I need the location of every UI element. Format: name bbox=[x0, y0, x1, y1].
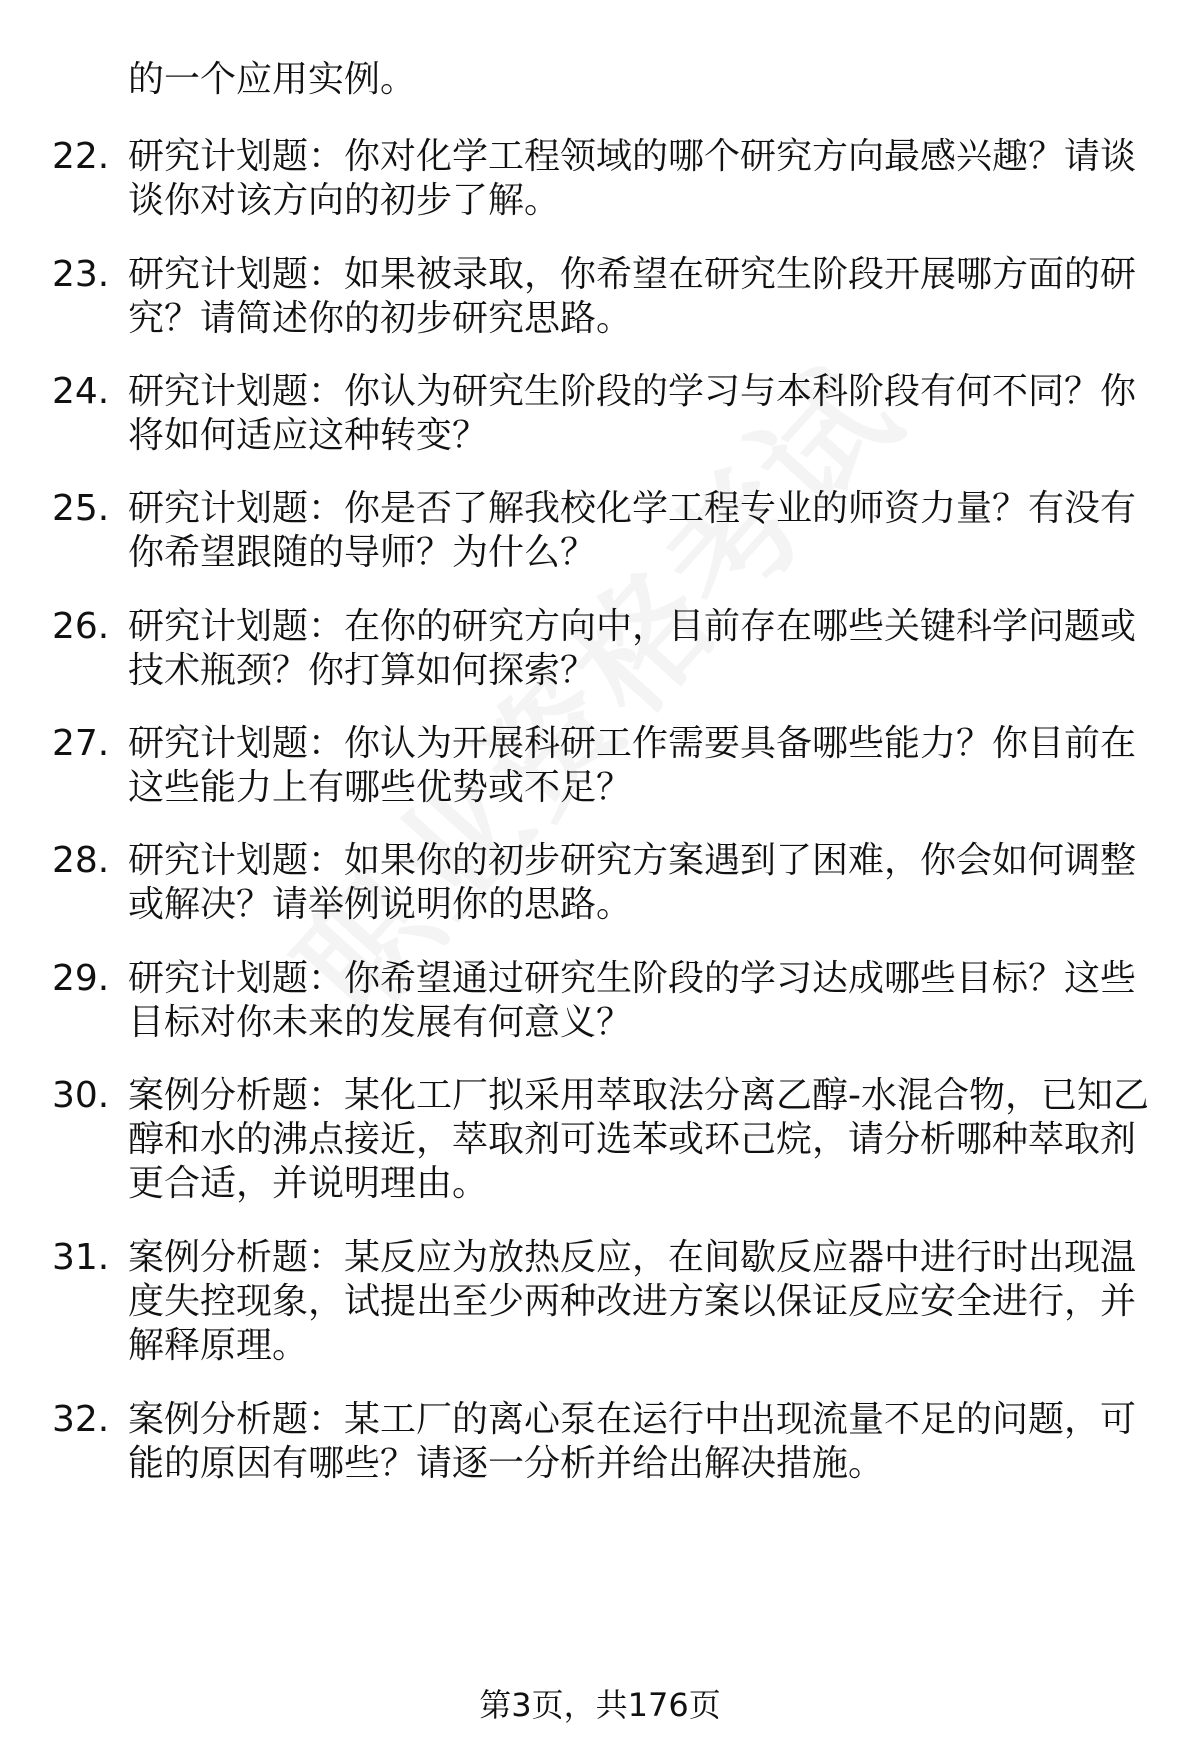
question-number: 25. bbox=[52, 488, 110, 529]
question-text: 研究计划题：在你的研究方向中，目前存在哪些关键科学问题或 技术瓶颈？你打算如何探索？ bbox=[128, 606, 1137, 691]
question-number: 24. bbox=[52, 371, 110, 412]
question-text: 研究计划题：如果你的初步研究方案遇到了困难，你会如何调整 或解决？请举例说明你的思路。 bbox=[128, 840, 1137, 925]
question-number: 28. bbox=[52, 840, 110, 881]
question-number: 23. bbox=[52, 254, 110, 295]
question-number: 31. bbox=[52, 1237, 110, 1278]
question-text: 案例分析题：某反应为放热反应，在间歇反应器中进行时出现温 度失控现象，试提出至少两种改进方案以保证反应安全进行，并 解释原理。 bbox=[128, 1237, 1137, 1366]
continuation-text: 的一个应用实例。 bbox=[128, 59, 417, 100]
question-number: 32. bbox=[52, 1399, 110, 1440]
question-text: 研究计划题：你对化学工程领域的哪个研究方向最感兴趣？请谈 谈你对该方向的初步了解。 bbox=[128, 136, 1137, 221]
question-text: 案例分析题：某工厂的离心泵在运行中出现流量不足的问题，可 能的原因有哪些？请逐一分析并给出解决措施。 bbox=[128, 1399, 1137, 1484]
question-number: 27. bbox=[52, 723, 110, 764]
question-text: 研究计划题：你认为研究生阶段的学习与本科阶段有何不同？你 将如何适应这种转变？ bbox=[128, 371, 1137, 456]
question-number: 29. bbox=[52, 958, 110, 999]
question-number: 30. bbox=[52, 1075, 110, 1116]
page-footer: 第3页，共176页 bbox=[479, 1686, 721, 1724]
question-text: 研究计划题：你认为开展科研工作需要具备哪些能力？你目前在 这些能力上有哪些优势或不足？ bbox=[128, 723, 1137, 808]
question-text: 研究计划题：你希望通过研究生阶段的学习达成哪些目标？这些 目标对你未来的发展有何意义？ bbox=[128, 958, 1137, 1043]
question-number: 26. bbox=[52, 606, 110, 647]
question-number: 22. bbox=[52, 136, 110, 177]
question-text: 案例分析题：某化工厂拟采用萃取法分离乙醇-水混合物，已知乙 醇和水的沸点接近，萃取剂可选苯或环己烷，请分析哪种萃取剂 更合适，并说明理由。 bbox=[128, 1075, 1149, 1204]
question-text: 研究计划题：如果被录取，你希望在研究生阶段开展哪方面的研 究？请简述你的初步研究思路。 bbox=[128, 254, 1137, 339]
question-text: 研究计划题：你是否了解我校化学工程专业的师资力量？有没有 你希望跟随的导师？为什么？ bbox=[128, 488, 1137, 573]
